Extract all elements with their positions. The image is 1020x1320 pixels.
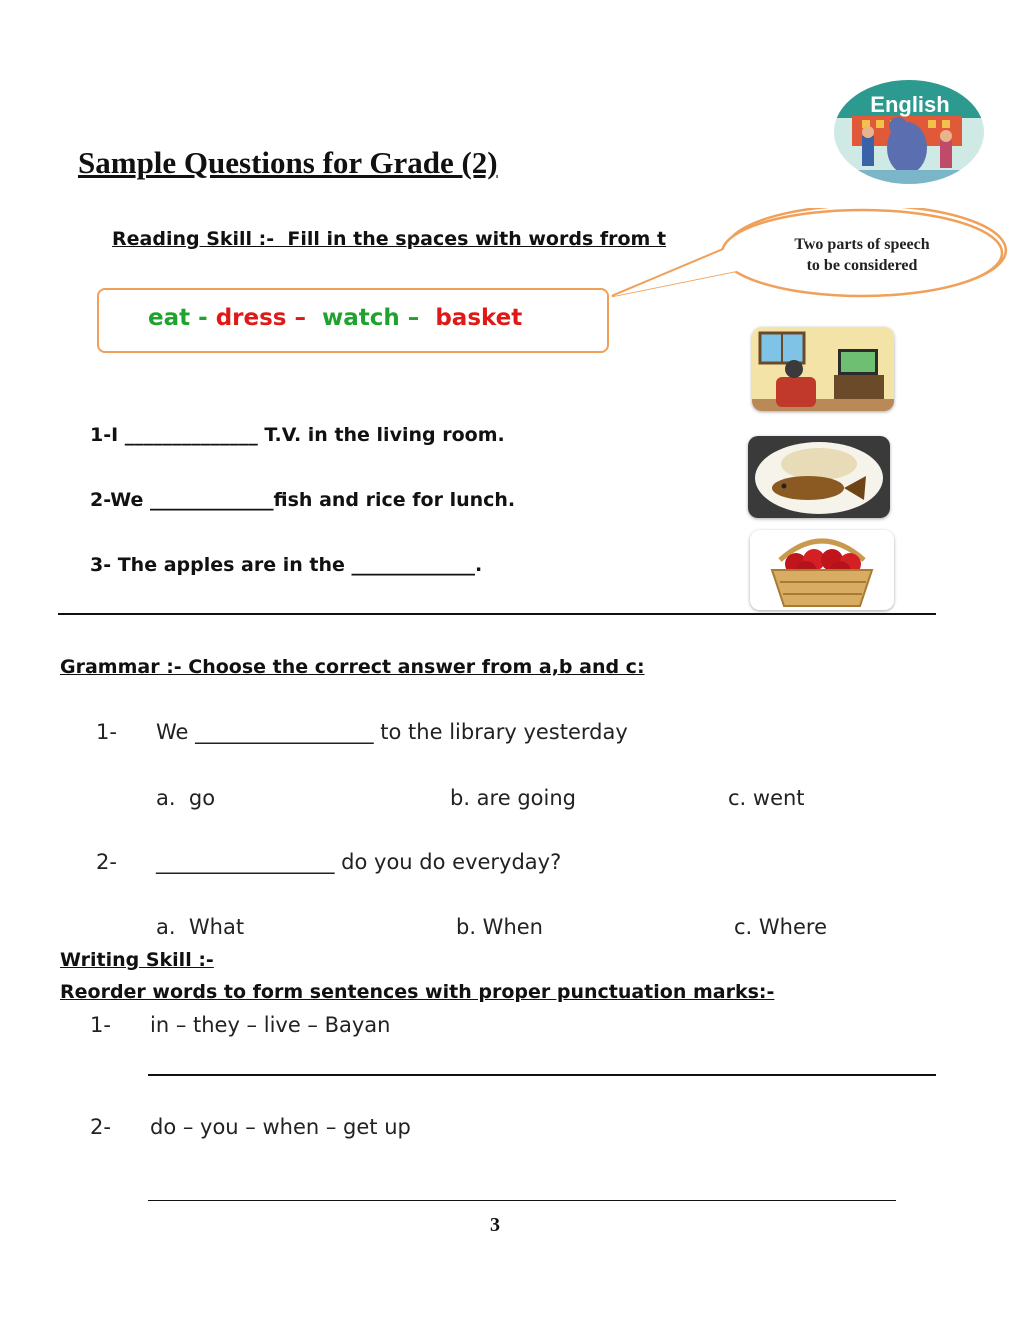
- fish-rice-picture: [748, 436, 890, 518]
- grammar-q1-option-a: a. go: [156, 786, 216, 810]
- writing-instruction: Reorder words to form sentences with proper punctuation marks:-: [60, 981, 775, 1003]
- page-title: Sample Questions for Grade (2): [78, 145, 498, 180]
- word-bank: [148, 305, 522, 331]
- answer-line-2: [148, 1200, 896, 1201]
- reading-question-3: 3- The apples are in the _____________.: [90, 554, 483, 576]
- reading-question-1: 1-I ______________ T.V. in the living room.: [90, 424, 505, 446]
- word-separator: -: [190, 305, 216, 331]
- word-eat: eat: [148, 305, 191, 331]
- word-watch: watch: [322, 305, 400, 331]
- logo-text: English: [870, 92, 950, 117]
- apple-basket-picture: [750, 530, 894, 610]
- reading-heading: Reading Skill :- Fill in the spaces with words from t: [112, 228, 667, 250]
- callout-line-1: Two parts of speech: [794, 236, 930, 253]
- section-divider: [58, 613, 936, 615]
- writing-q1-number: 1-: [90, 1013, 111, 1037]
- answer-line-1: [148, 1074, 936, 1076]
- writing-q2-number: 2-: [90, 1115, 111, 1139]
- english-book-logo: [832, 78, 986, 186]
- callout-line-2: to be considered: [806, 257, 918, 274]
- grammar-q1-text: We _________________ to the library yesterday: [156, 720, 628, 744]
- writing-q2-text: do – you – when – get up: [150, 1115, 411, 1139]
- tv-room-picture: [752, 327, 894, 411]
- grammar-q2-number: 2-: [96, 850, 117, 874]
- word-dress: dress: [215, 305, 287, 331]
- grammar-heading: Grammar :- Choose the correct answer from a,b and c:: [60, 656, 645, 678]
- grammar-q1-number: 1-: [96, 720, 117, 744]
- writing-q1-text: in – they – live – Bayan: [150, 1013, 391, 1037]
- callout-text: [722, 234, 1002, 276]
- word-basket: basket: [435, 305, 523, 331]
- grammar-q2-option-a: a. What: [156, 915, 245, 939]
- grammar-q2-text: _________________ do you do everyday?: [156, 850, 562, 874]
- grammar-q2-option-b: b. When: [456, 915, 543, 939]
- word-separator: –: [399, 305, 436, 331]
- grammar-q1-option-b: b. are going: [450, 786, 576, 810]
- writing-heading: Writing Skill :-: [60, 949, 214, 971]
- grammar-q2-option-c: c. Where: [734, 915, 827, 939]
- grammar-q1-option-c: c. went: [728, 786, 805, 810]
- reading-question-2: 2-We _____________fish and rice for lunch.: [90, 489, 516, 511]
- word-separator: –: [286, 305, 323, 331]
- page-number: 3: [490, 1214, 500, 1236]
